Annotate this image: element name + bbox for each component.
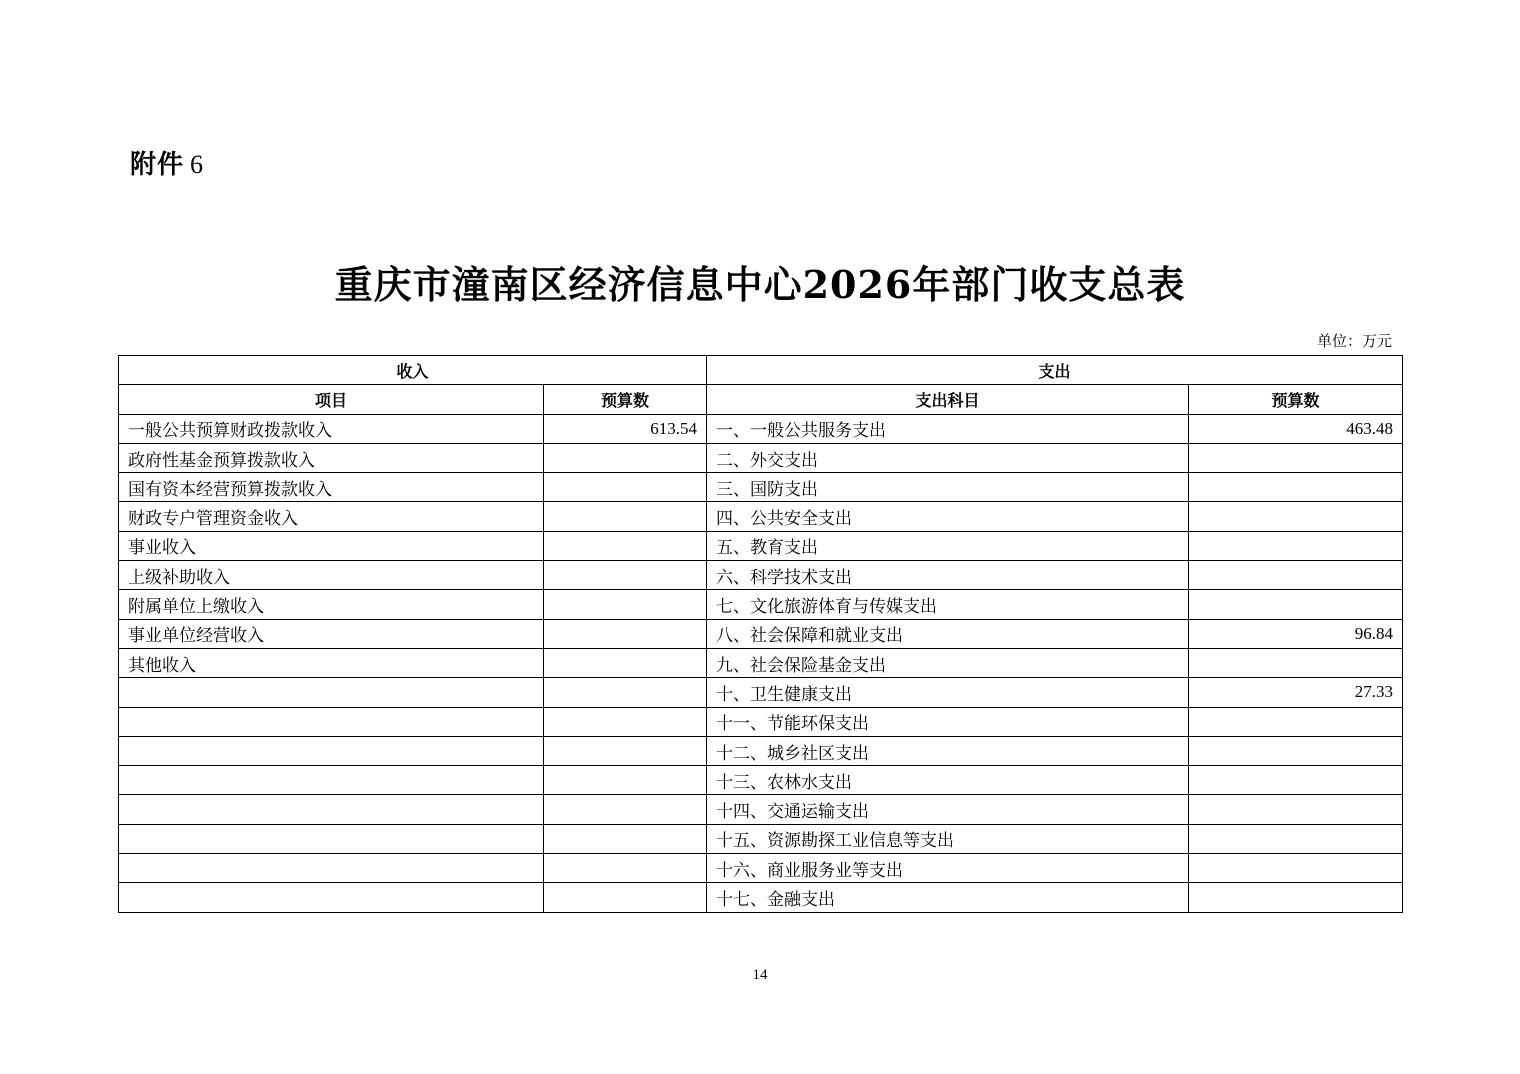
income-item-cell: 上级补助收入 (119, 561, 544, 590)
table-row (119, 766, 1403, 795)
table-column-header-row (119, 385, 1403, 414)
income-item-cell (119, 854, 544, 883)
expense-amount-cell (1189, 854, 1403, 883)
expense-item-cell: 二、外交支出 (707, 443, 1189, 472)
expense-item-cell: 六、科学技术支出 (707, 561, 1189, 590)
expense-amount-cell (1189, 795, 1403, 824)
income-amount-cell (544, 736, 707, 765)
income-item-cell: 事业单位经营收入 (119, 619, 544, 648)
col-header-expense-subject: 支出科目 (707, 385, 1189, 414)
income-amount-cell (544, 590, 707, 619)
table-row (119, 883, 1403, 912)
expense-item-cell: 十二、城乡社区支出 (707, 736, 1189, 765)
expense-item-cell: 七、文化旅游体育与传媒支出 (707, 590, 1189, 619)
expense-amount-cell: 463.48 (1189, 414, 1403, 443)
col-header-expense-budget: 预算数 (1189, 385, 1403, 414)
attachment-number: 6 (190, 150, 205, 179)
budget-table (118, 355, 1403, 913)
table-row (119, 678, 1403, 707)
table-body (119, 414, 1403, 912)
expense-item-cell: 八、社会保障和就业支出 (707, 619, 1189, 648)
table-row (119, 824, 1403, 853)
expense-item-cell: 十、卫生健康支出 (707, 678, 1189, 707)
expense-amount-cell (1189, 648, 1403, 677)
expense-amount-cell: 27.33 (1189, 678, 1403, 707)
income-item-cell (119, 795, 544, 824)
expense-item-cell: 四、公共安全支出 (707, 502, 1189, 531)
table-row (119, 648, 1403, 677)
income-amount-cell (544, 824, 707, 853)
table-row (119, 707, 1403, 736)
expense-amount-cell (1189, 736, 1403, 765)
expense-item-cell: 一、一般公共服务支出 (707, 414, 1189, 443)
expense-item-cell: 三、国防支出 (707, 473, 1189, 502)
col-header-income-budget: 预算数 (544, 385, 707, 414)
expense-amount-cell (1189, 561, 1403, 590)
income-item-cell (119, 883, 544, 912)
income-amount-cell (544, 707, 707, 736)
expense-item-cell: 十三、农林水支出 (707, 766, 1189, 795)
income-item-cell: 事业收入 (119, 531, 544, 560)
income-item-cell: 国有资本经营预算拨款收入 (119, 473, 544, 502)
table-row (119, 795, 1403, 824)
table-row (119, 561, 1403, 590)
income-amount-cell (544, 619, 707, 648)
income-amount-cell (544, 795, 707, 824)
expense-item-cell: 九、社会保险基金支出 (707, 648, 1189, 677)
income-item-cell: 财政专户管理资金收入 (119, 502, 544, 531)
income-amount-cell (544, 766, 707, 795)
income-item-cell (119, 736, 544, 765)
income-header: 收入 (119, 356, 707, 385)
income-amount-cell (544, 648, 707, 677)
income-amount-cell (544, 678, 707, 707)
table-row (119, 531, 1403, 560)
expense-amount-cell (1189, 707, 1403, 736)
income-item-cell (119, 707, 544, 736)
income-amount-cell: 613.54 (544, 414, 707, 443)
expense-item-cell: 十一、节能环保支出 (707, 707, 1189, 736)
income-item-cell: 附属单位上缴收入 (119, 590, 544, 619)
expense-amount-cell (1189, 590, 1403, 619)
expense-item-cell: 十五、资源勘探工业信息等支出 (707, 824, 1189, 853)
income-item-cell (119, 824, 544, 853)
expense-amount-cell (1189, 473, 1403, 502)
income-item-cell: 其他收入 (119, 648, 544, 677)
table-row (119, 736, 1403, 765)
income-item-cell: 政府性基金预算拨款收入 (119, 443, 544, 472)
income-amount-cell (544, 502, 707, 531)
table-row (119, 854, 1403, 883)
attachment-label (130, 144, 204, 181)
table-row (119, 502, 1403, 531)
expense-amount-cell (1189, 531, 1403, 560)
income-item-cell: 一般公共预算财政拨款收入 (119, 414, 544, 443)
expense-amount-cell (1189, 824, 1403, 853)
attachment-text: 附件 (130, 150, 185, 180)
col-header-item: 项目 (119, 385, 544, 414)
expense-amount-cell: 96.84 (1189, 619, 1403, 648)
table-row (119, 443, 1403, 472)
income-amount-cell (544, 443, 707, 472)
income-item-cell (119, 766, 544, 795)
expense-amount-cell (1189, 883, 1403, 912)
page-title: 重庆市潼南区经济信息中心2026年部门收支总表 (334, 262, 1186, 307)
expense-item-cell: 十六、商业服务业等支出 (707, 854, 1189, 883)
income-amount-cell (544, 883, 707, 912)
table-group-header-row (119, 356, 1403, 385)
table-row (119, 473, 1403, 502)
expense-amount-cell (1189, 443, 1403, 472)
income-item-cell (119, 678, 544, 707)
expense-item-cell: 十四、交通运输支出 (707, 795, 1189, 824)
income-amount-cell (544, 473, 707, 502)
table-row (119, 619, 1403, 648)
expense-amount-cell (1189, 766, 1403, 795)
page-number: 14 (752, 967, 768, 983)
expense-amount-cell (1189, 502, 1403, 531)
table-row (119, 590, 1403, 619)
expense-item-cell: 十七、金融支出 (707, 883, 1189, 912)
expense-item-cell: 五、教育支出 (707, 531, 1189, 560)
income-amount-cell (544, 854, 707, 883)
table-row (119, 414, 1403, 443)
income-amount-cell (544, 531, 707, 560)
unit-label: 单位：万元 (1316, 332, 1392, 350)
expense-header: 支出 (707, 356, 1403, 385)
income-amount-cell (544, 561, 707, 590)
